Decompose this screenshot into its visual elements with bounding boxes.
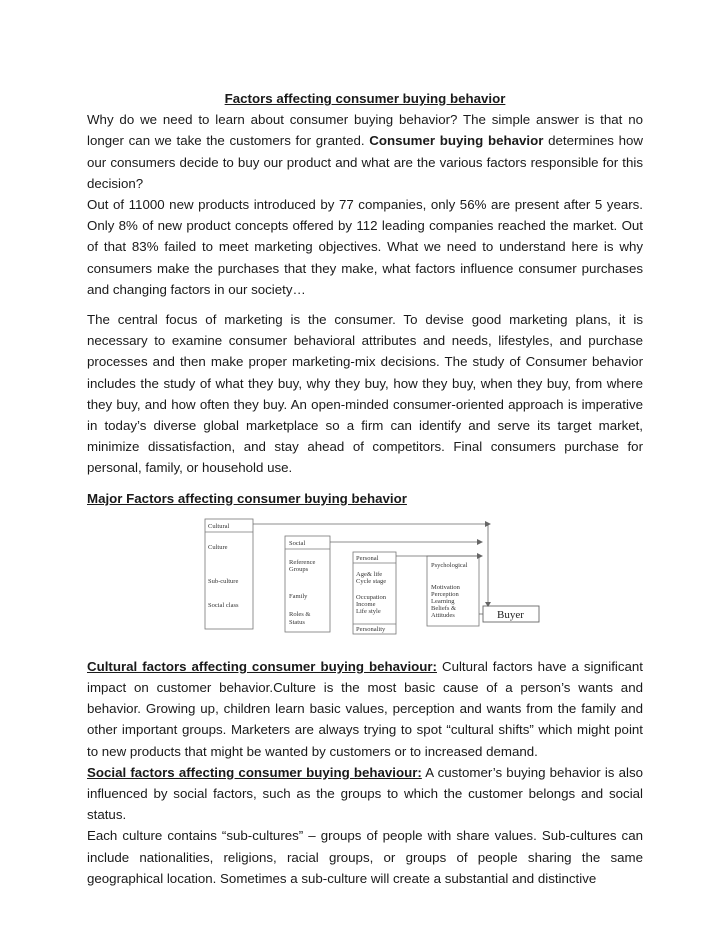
- cultural-paragraph: [87, 656, 643, 762]
- psychological-item: Beliefs &: [431, 604, 457, 612]
- social-item: Reference: [289, 558, 316, 566]
- stats-paragraph: Out of 11000 new products introduced by 77 companies, only 56% are present after 5 years. Only 8% of new product concepts offered by 112 leading companies reached the market. Out of that 83% failed to meet marketing objectives. What we need to understand here is why consumers make the purchases that they make, what factors influence consumer purchases and changing factors in our society…: [87, 197, 643, 297]
- intro-bold-term: Consumer buying behavior: [369, 133, 544, 149]
- cultural-item: Social class: [208, 601, 239, 609]
- major-factors-heading: Major Factors affecting consumer buying behavior: [87, 490, 407, 506]
- cultural-heading: Cultural factors affecting consumer buying behaviour:: [87, 658, 437, 674]
- factors-diagram: [87, 512, 643, 652]
- psychological-header: Psychological: [431, 561, 468, 569]
- document-title: Factors affecting consumer buying behavior: [224, 91, 506, 106]
- social-item: Roles &: [289, 610, 311, 618]
- personal-item: Life style: [356, 607, 381, 615]
- intro-paragraph: [87, 109, 643, 194]
- personal-item: Cycle stage: [356, 577, 387, 585]
- intro-rest: determines how our consumers decide to buy our product and what are the various factors responsible for this decision?: [87, 133, 643, 191]
- personal-item: Occupation: [356, 593, 386, 601]
- buyer-label: Buyer: [497, 608, 524, 621]
- social-heading: Social factors affecting consumer buying behaviour:: [87, 764, 422, 780]
- social-header: Social: [289, 539, 306, 547]
- focus-paragraph: The central focus of marketing is the consumer. To devise good marketing plans, it is necessary to examine consumer behavioral attributes and needs, lifestyles, and purchase processes and then make proper marketing-mix decisions. The study of Consumer behavior includes the study of what they buy, why they buy, how they buy, when they buy, from where they buy, and how often they buy. An open-minded consumer-oriented approach is imperative in today’s diverse global marketplace so a firm can identify and serve its target market, minimize dissatisfaction, and stay ahead of competitors. Final consumers purchase for personal, family, or household use.: [87, 312, 643, 476]
- subculture-paragraph: Each culture contains “sub-cultures” – groups of people with share values. Sub-cultures can include nationalities, religions, racial groups, or groups of people sharing the same geographical location. Sometimes a sub-culture will create a substantial and distinctive: [87, 828, 643, 886]
- cultural-box: [205, 519, 253, 629]
- cultural-header: Cultural: [208, 522, 230, 530]
- psychological-item: Motivation: [431, 583, 460, 591]
- psychological-item: Perception: [431, 590, 459, 598]
- psychological-item: Learning: [431, 597, 455, 605]
- social-paragraph: [87, 762, 643, 826]
- document-page: [87, 88, 643, 889]
- cultural-item: Culture: [208, 543, 228, 551]
- social-item: Groups: [289, 565, 309, 573]
- social-text: A customer’s buying behavior is also influenced by social factors, such as the groups to which the customer belongs and social status.: [87, 764, 643, 823]
- intro-question: Why do we need to learn about consumer buying behavior? The simple answer is that no longer can we take the customers for granted.: [87, 112, 643, 149]
- personal-item: Age& life: [356, 570, 383, 578]
- cultural-item: Sub-culture: [208, 577, 239, 585]
- social-item: Family: [289, 592, 308, 600]
- social-item: Status: [289, 618, 305, 626]
- personal-item: Income: [356, 600, 376, 608]
- cultural-text: Cultural factors have a significant impact on customer behavior.Culture is the most basic cause of a person’s wants and behavior. Growing up, children learn basic values, perception and wants from the family and other important groups. Marketers are always trying to spot “cultural shifts” which might point to new products that might be wanted by customers or to increased demand.: [87, 658, 643, 759]
- personal-header: Personal: [356, 554, 379, 562]
- personal-item: Personality: [356, 625, 386, 633]
- personal-box: [353, 552, 396, 634]
- psychological-item: Attitudes: [431, 611, 455, 619]
